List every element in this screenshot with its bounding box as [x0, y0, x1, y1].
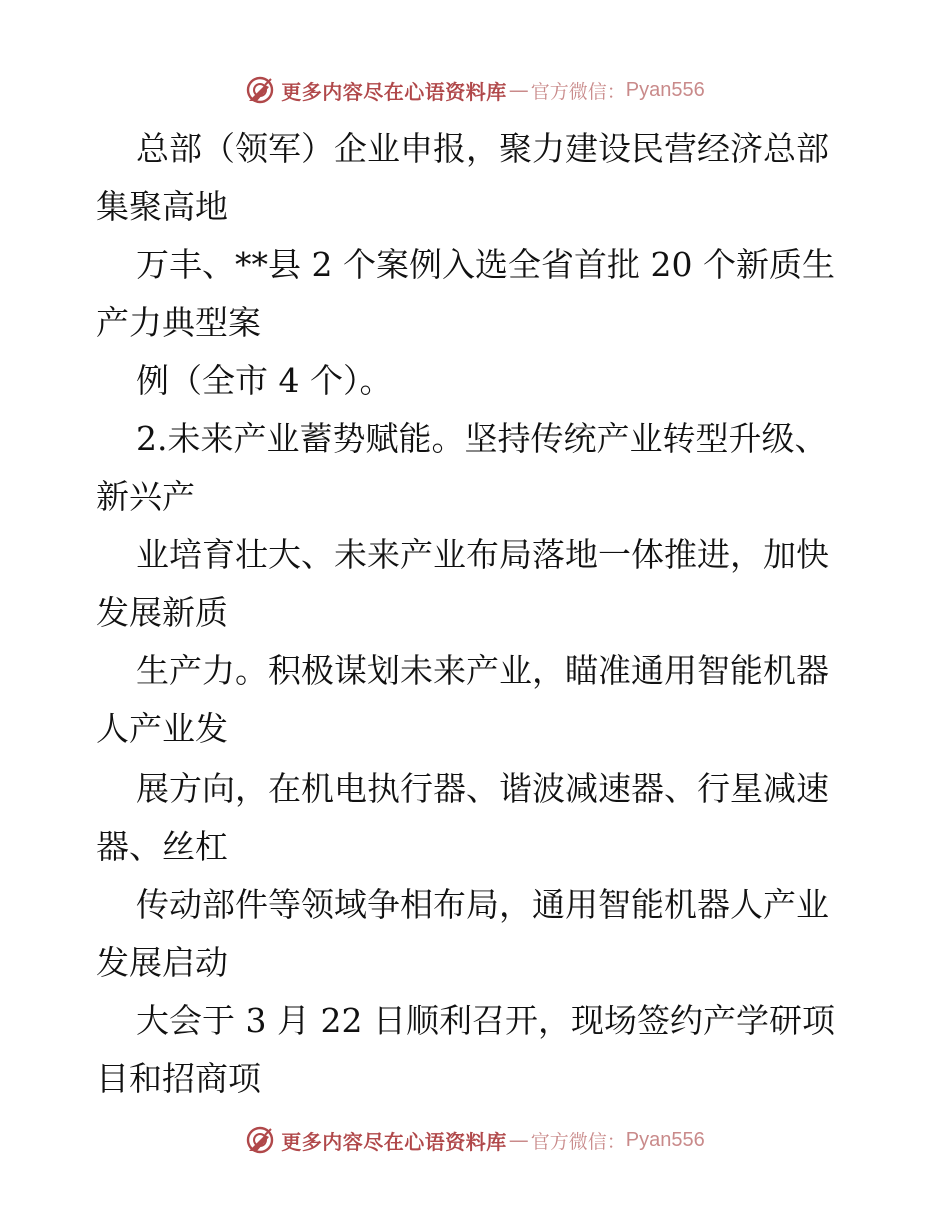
pen-logo-icon	[245, 75, 275, 105]
text-line: 总部（领军）企业申报，聚力建设民营经济总部	[136, 129, 829, 168]
text-line: 生产力。积极谋划未来产业，瞄准通用智能机器	[136, 651, 829, 690]
watermark-wechat-label: 官方微信：	[530, 80, 626, 103]
watermark-dash: —	[508, 78, 529, 102]
footer-watermark	[0, 1120, 950, 1160]
text-line: 传动部件等领域争相布局，通用智能机器人产业	[136, 885, 829, 924]
watermark-wechat-label: 官方微信：	[530, 1130, 626, 1153]
watermark-dash: —	[508, 1128, 529, 1152]
text-line: 大会于 3 月 22 日顺利召开，现场签约产学研项	[136, 1001, 835, 1040]
text-line: 业培育壮大、未来产业布局落地一体推进，加快	[136, 535, 829, 574]
watermark-text: 更多内容尽在心语资料库	[281, 79, 507, 104]
text-line: 目和招商项	[96, 1059, 261, 1098]
pen-logo-icon	[245, 1125, 275, 1155]
text-line: 新兴产	[96, 477, 195, 516]
watermark-wechat-id: Pyan556	[625, 78, 705, 101]
text-line: 发展新质	[96, 593, 228, 632]
text-line: 人产业发	[96, 709, 228, 748]
text-line: 集聚高地	[96, 187, 228, 226]
text-line: 发展启动	[96, 943, 228, 982]
text-line: 展方向，在机电执行器、谐波减速器、行星减速	[136, 769, 829, 808]
text-line: 万丰、**县 2 个案例入选全省首批 20 个新质生	[136, 245, 835, 284]
watermark-text: 更多内容尽在心语资料库	[281, 1129, 507, 1154]
text-line: 产力典型案	[96, 303, 261, 342]
watermark-wechat-id: Pyan556	[625, 1128, 705, 1151]
text-line: 器、丝杠	[96, 827, 228, 866]
text-line: 2.未来产业蓄势赋能。坚持传统产业转型升级、	[136, 419, 828, 458]
header-watermark	[0, 70, 950, 110]
text-line: 例（全市 4 个）。	[136, 361, 393, 400]
